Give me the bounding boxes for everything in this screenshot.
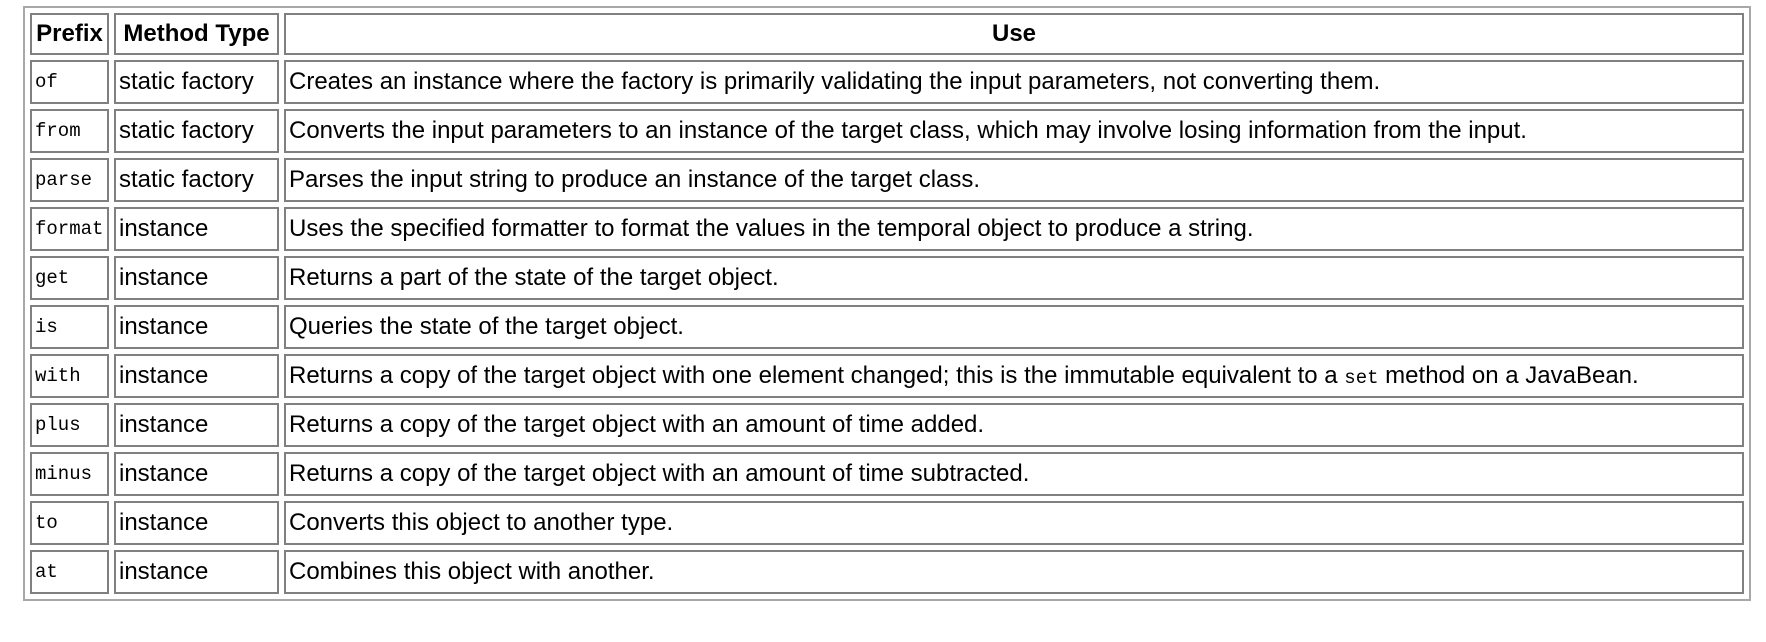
table-row	[30, 501, 1744, 545]
inline-code-set: set	[1344, 367, 1379, 389]
table-row	[30, 207, 1744, 251]
use-cell: Returns a copy of the target object with an amount of time added.	[284, 403, 1744, 447]
use-cell: Parses the input string to produce an instance of the target class.	[284, 158, 1744, 202]
table-header	[30, 13, 1744, 55]
prefix-cell: minus	[30, 452, 109, 496]
method-type-cell: instance	[114, 550, 279, 594]
use-text-before: Returns a copy of the target object with one element changed; this is the immutable equivalent to a	[289, 362, 1345, 389]
table-row	[30, 452, 1744, 496]
table-row	[30, 305, 1744, 349]
prefix-cell: at	[30, 550, 109, 594]
use-cell: Converts the input parameters to an instance of the target class, which may involve losing information from the input.	[284, 109, 1744, 153]
table-row	[30, 158, 1744, 202]
method-type-cell: instance	[114, 354, 279, 398]
method-type-cell: static factory	[114, 60, 279, 104]
use-cell: Returns a part of the state of the target object.	[284, 256, 1744, 300]
prefix-cell: plus	[30, 403, 109, 447]
prefix-cell: of	[30, 60, 109, 104]
table-body	[30, 60, 1744, 594]
table-row	[30, 109, 1744, 153]
method-type-cell: instance	[114, 501, 279, 545]
table-row	[30, 60, 1744, 104]
column-header-prefix: Prefix	[30, 13, 109, 55]
table-row	[30, 550, 1744, 594]
prefix-cell: with	[30, 354, 109, 398]
method-type-cell: instance	[114, 403, 279, 447]
prefix-cell: get	[30, 256, 109, 300]
use-cell: Returns a copy of the target object with an amount of time subtracted.	[284, 452, 1744, 496]
method-type-cell: instance	[114, 207, 279, 251]
prefix-cell: from	[30, 109, 109, 153]
prefix-cell: parse	[30, 158, 109, 202]
use-cell	[284, 354, 1744, 398]
table-row	[30, 403, 1744, 447]
method-prefix-table-container	[23, 6, 1751, 601]
use-text-after: method on a JavaBean.	[1378, 362, 1639, 389]
use-cell: Combines this object with another.	[284, 550, 1744, 594]
column-header-method-type: Method Type	[114, 13, 279, 55]
prefix-cell: format	[30, 207, 109, 251]
use-cell: Converts this object to another type.	[284, 501, 1744, 545]
table-row	[30, 256, 1744, 300]
use-cell: Creates an instance where the factory is primarily validating the input parameters, not converting them.	[284, 60, 1744, 104]
use-cell: Queries the state of the target object.	[284, 305, 1744, 349]
table-row	[30, 354, 1744, 398]
use-cell: Uses the specified formatter to format the values in the temporal object to produce a string.	[284, 207, 1744, 251]
method-type-cell: static factory	[114, 109, 279, 153]
method-type-cell: static factory	[114, 158, 279, 202]
prefix-cell: is	[30, 305, 109, 349]
method-type-cell: instance	[114, 305, 279, 349]
method-prefix-table	[23, 6, 1751, 601]
prefix-cell: to	[30, 501, 109, 545]
header-row	[30, 13, 1744, 55]
method-type-cell: instance	[114, 256, 279, 300]
column-header-use: Use	[284, 13, 1744, 55]
method-type-cell: instance	[114, 452, 279, 496]
